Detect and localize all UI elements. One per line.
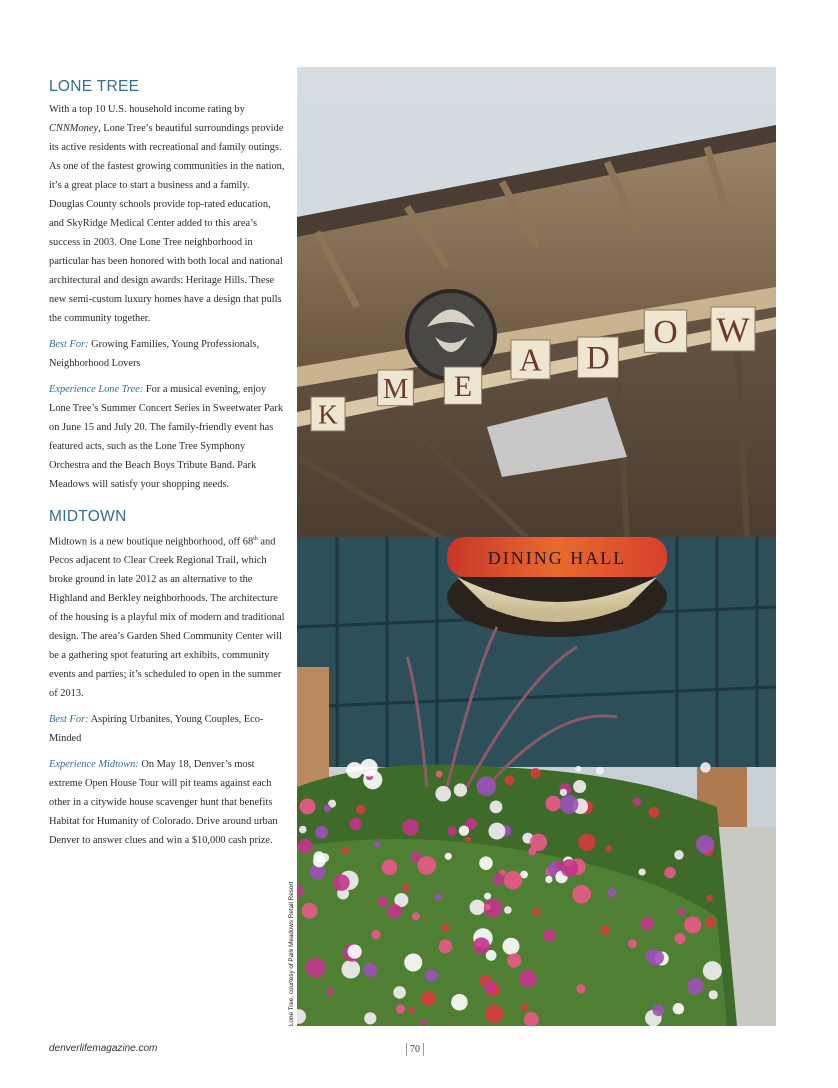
flower-bloom xyxy=(477,776,497,796)
flower-bloom xyxy=(442,924,449,931)
flower-bloom xyxy=(706,895,712,901)
flower-bloom xyxy=(640,917,654,931)
midtown-best-for: Best For: Aspiring Urbanites, Young Couples, Eco-Minded xyxy=(49,714,264,745)
sign-letter-tile xyxy=(644,310,686,352)
sign-letter-tile xyxy=(711,307,755,351)
flower-bloom xyxy=(425,969,437,981)
flower-bloom xyxy=(387,904,402,919)
flower-bloom xyxy=(435,786,451,802)
flower-bloom xyxy=(530,768,541,779)
flower-bloom xyxy=(485,1004,503,1022)
flower-bloom xyxy=(306,958,326,978)
flower-bloom xyxy=(393,986,406,999)
photo-credit: Lone Tree, courtesy of Park Meadows Retail Resort xyxy=(288,881,295,1026)
dining-sign-text: DINING HALL xyxy=(487,548,627,568)
flower-bloom xyxy=(333,874,350,891)
flower-bloom xyxy=(684,916,701,933)
flower-bloom xyxy=(349,818,361,830)
flower-bloom xyxy=(675,933,686,944)
flower-bloom xyxy=(439,940,453,954)
flower-bloom xyxy=(648,950,664,966)
page-number: 70 xyxy=(403,1043,427,1056)
flower-bloom xyxy=(578,834,595,851)
flower-bloom xyxy=(436,771,443,778)
flower-bloom xyxy=(484,904,490,910)
flower-bloom xyxy=(561,859,579,877)
flower-bloom xyxy=(560,795,579,814)
source-citation: CNNMoney xyxy=(49,123,99,134)
flower-bloom xyxy=(299,826,307,834)
flower-bloom xyxy=(504,775,514,785)
flower-bloom xyxy=(360,759,378,777)
flower-bloom xyxy=(342,847,349,854)
sign-letter: W xyxy=(716,310,750,350)
flower-bloom xyxy=(315,826,328,839)
flower-bloom xyxy=(465,836,471,842)
flower-bloom xyxy=(575,766,581,772)
flower-bloom xyxy=(459,825,469,835)
flower-bloom xyxy=(673,1003,684,1014)
sign-letter-tile xyxy=(511,340,550,379)
flower-bloom xyxy=(417,856,436,875)
flower-bloom xyxy=(576,984,585,993)
flower-bloom xyxy=(298,839,313,854)
flower-bloom xyxy=(300,798,316,814)
flower-bloom xyxy=(488,823,505,840)
sign-letter: M xyxy=(382,373,409,405)
flower-bloom xyxy=(313,851,324,862)
flower-bloom xyxy=(530,834,547,851)
flower-bloom xyxy=(484,981,496,993)
flower-bloom xyxy=(573,780,586,793)
flower-bloom xyxy=(545,796,561,812)
flower-bloom xyxy=(502,938,519,955)
flower-bloom xyxy=(560,789,567,796)
flower-bloom xyxy=(327,988,334,995)
flower-bloom xyxy=(404,953,422,971)
flower-bloom xyxy=(445,853,452,860)
sign-letter-tile xyxy=(378,370,414,406)
flower-bloom xyxy=(342,960,361,979)
flower-bloom xyxy=(504,871,522,889)
flower-bloom xyxy=(374,841,380,847)
sign-letter: A xyxy=(519,342,542,378)
sign-letter-tile xyxy=(311,397,345,431)
flower-bloom xyxy=(364,1012,376,1024)
flower-bloom xyxy=(545,876,552,883)
flower-bloom xyxy=(412,912,420,920)
sign-letter: K xyxy=(318,399,338,430)
flower-bloom xyxy=(302,903,318,919)
flower-bloom xyxy=(447,826,456,835)
flower-bloom xyxy=(451,994,468,1011)
midtown-experience: Experience Midtown: On May 18, Denver’s most extreme Open House Tour will pit teams against each other in a citywide house scavenger hunt that benefits Habitat for Humanity of Colorado. Drive around urban Denver to answer clues and win a $10,000 cash prize. xyxy=(49,759,278,847)
sign-letter: D xyxy=(586,340,610,377)
page-number-divider xyxy=(406,1043,407,1056)
lone-tree-paragraph: With a top 10 U.S. household income rating by CNNMoney, Lone Tree’s beautiful surroundings provide its active residents with recreational and family outings. As one of the fastest growing communities in the nation, it’s a great place to start a business and a family. Douglas County schools provide top-rated education, and SkyRidge Medical Center added to this area’s success in 2003. One Lone Tree neighborhood in particular has been honored with both local and national architectural and design awards: Heritage Hills. These new semi-custom luxury homes have a design that pulls the community together. xyxy=(49,104,285,324)
flower-bloom xyxy=(628,939,637,948)
flower-bloom xyxy=(649,807,660,818)
flower-bloom xyxy=(703,961,722,980)
flower-bloom xyxy=(378,896,388,906)
flower-bloom xyxy=(639,868,646,875)
flower-bloom xyxy=(705,917,716,928)
flower-bloom xyxy=(696,835,714,853)
flower-bloom xyxy=(653,1004,665,1016)
flower-bloom xyxy=(605,845,611,851)
flower-bloom xyxy=(532,908,540,916)
flower-bloom xyxy=(687,978,703,994)
flower-bloom xyxy=(324,805,331,812)
flower-bloom xyxy=(402,819,418,835)
page-number-divider xyxy=(423,1043,424,1056)
flower-bloom xyxy=(596,767,604,775)
sign-letter-tile xyxy=(444,367,481,404)
flower-bloom xyxy=(572,885,591,904)
flower-bloom xyxy=(607,888,616,897)
sign-letter: E xyxy=(453,370,473,404)
flower-bloom xyxy=(421,991,435,1005)
flower-bloom xyxy=(356,805,366,815)
flower-bloom xyxy=(520,1004,527,1011)
flower-bloom xyxy=(470,900,485,915)
flower-bloom xyxy=(674,850,683,859)
article-column xyxy=(49,78,285,857)
flower-bloom xyxy=(484,893,491,900)
midtown-paragraph: Midtown is a new boutique neighborhood, off 68th and Pecos adjacent to Clear Creek Regional Trail, which broke ground in late 2012 as an alternative to the Highland and Berkley neighborhoods. The architecture of the housing is a playful mix of modern and traditional design. The area’s Garden Shed Community Center will be a gathering spot featuring art exhibits, community events and parties; it’s scheduled to open in the summer of 2013. xyxy=(49,536,285,700)
flower-bloom xyxy=(600,925,610,935)
flower-bloom xyxy=(346,762,362,778)
flower-bloom xyxy=(664,867,675,878)
flower-bloom xyxy=(454,783,467,796)
park-meadows-photo xyxy=(297,67,776,1026)
photo-illustration xyxy=(297,67,776,1026)
flower-bloom xyxy=(493,874,504,885)
flower-bloom xyxy=(363,963,377,977)
flower-bloom xyxy=(490,801,503,814)
flower-bloom xyxy=(486,950,497,961)
flower-bloom xyxy=(709,990,718,999)
flower-bloom xyxy=(507,953,521,967)
flower-bloom xyxy=(633,798,641,806)
flower-bloom xyxy=(382,860,398,876)
sign-letter: O xyxy=(653,314,678,352)
flower-bloom xyxy=(519,970,537,988)
lone-tree-experience: Experience Lone Tree: For a musical evening, enjoy Lone Tree’s Summer Concert Series in Sweetwater Park on June 15 and July 20. The family-friendly event has featured acts, such as the Lone Tree Symphony Orchestra and the Beach Boys Tribute Band. Park Meadows will satisfy your shopping needs. xyxy=(49,384,284,490)
sign-letter-tile xyxy=(578,337,619,378)
section-heading-midtown: MIDTOWN xyxy=(49,508,127,525)
flower-bloom xyxy=(700,762,710,772)
flower-bloom xyxy=(402,884,409,891)
flower-bloom xyxy=(678,908,685,915)
flower-bloom xyxy=(473,937,490,954)
flower-bloom xyxy=(371,930,380,939)
lone-tree-best-for: Best For: Growing Families, Young Professionals, Neighborhood Lovers xyxy=(49,339,260,369)
flower-bloom xyxy=(434,894,441,901)
flower-bloom xyxy=(479,856,493,870)
flower-bloom xyxy=(348,944,362,958)
flower-bloom xyxy=(504,906,512,914)
flower-bloom xyxy=(421,1019,427,1025)
flower-bloom xyxy=(543,929,556,942)
section-heading-lone-tree: LONE TREE xyxy=(49,78,140,95)
footer-url: denverlifemagazine.com xyxy=(49,1043,158,1054)
flower-bloom xyxy=(396,1004,405,1013)
flower-bloom xyxy=(409,1008,415,1014)
